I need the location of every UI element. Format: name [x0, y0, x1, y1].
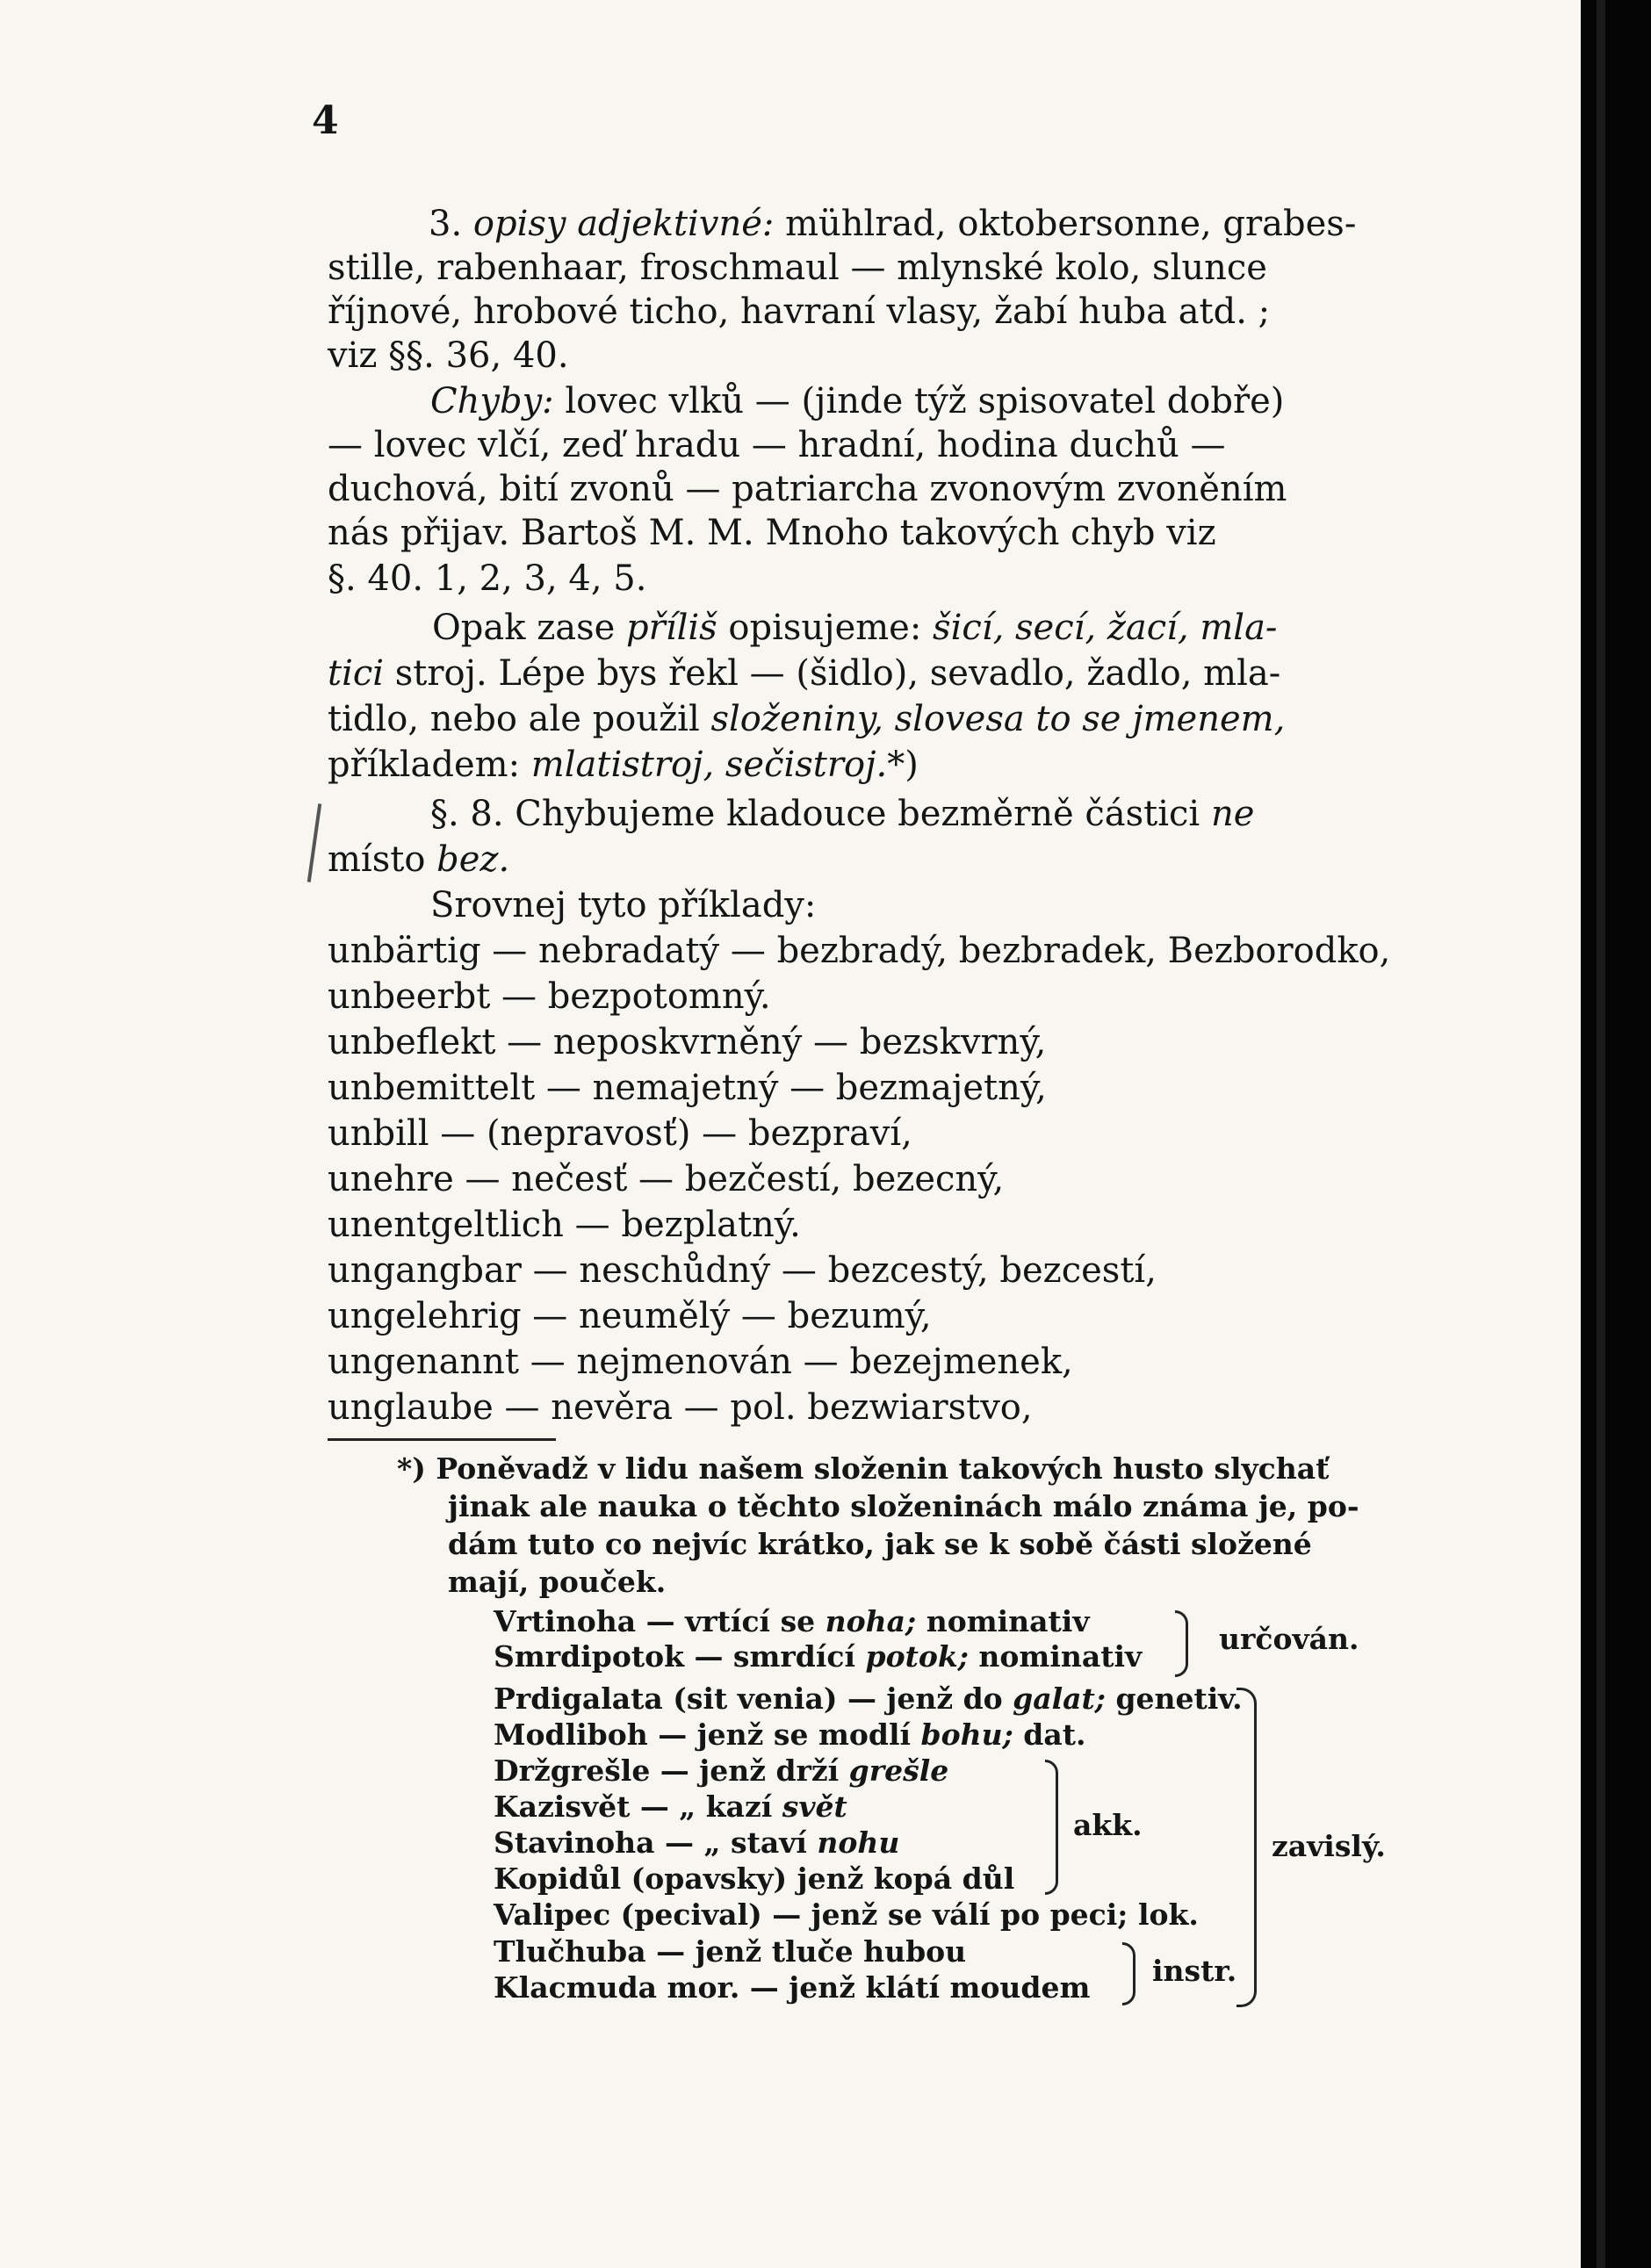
example-line: unentgeltlich — bezplatný.	[328, 1205, 801, 1245]
section-heading: §. 8. Chybujeme kladouce bezměrně částici ne	[430, 794, 1255, 834]
compound-row: Klacmuda mor. — jenž klátí moudem	[494, 1970, 1091, 2005]
compound-row: Valipec (pecival) — jenž se válí po peci; lok.	[494, 1897, 1199, 1932]
label-instr: instr.	[1152, 1954, 1237, 1988]
compound-row: Prdigalata (sit venia) — jenž do galat; genetiv.	[494, 1681, 1243, 1716]
brace-akk	[1045, 1760, 1058, 1895]
text-line: — lovec vlčí, zeď hradu — hradní, hodina duchů —	[328, 425, 1226, 465]
brace-instr	[1122, 1942, 1136, 2005]
example-line: unbeflekt — neposkvrněný — bezskvrný,	[328, 1022, 1047, 1062]
text-line: Opak zase příliš opisujeme: šicí, secí, žací, mla-	[432, 608, 1278, 648]
brace-zavisly	[1236, 1688, 1257, 2007]
footnote-line: mají, pouček.	[448, 1565, 667, 1599]
text-line: příkladem: mlatistroj, sečistroj.*)	[328, 745, 919, 785]
label-urcovan: určován.	[1219, 1622, 1359, 1656]
label-zavisly: zavislý.	[1272, 1829, 1386, 1863]
example-line: unehre — nečesť — bezčestí, bezecný,	[328, 1159, 1005, 1199]
brace-nominativ	[1175, 1610, 1188, 1677]
compound-row: Tlučhuba — jenž tluče hubou	[494, 1934, 967, 1969]
compound-row: Kazisvět — „ kazí svět	[494, 1789, 847, 1824]
compound-row: Smrdipotok — smrdící potok; nominativ	[494, 1639, 1143, 1674]
text-line: §. 40. 1, 2, 3, 4, 5.	[328, 558, 647, 599]
text-line: stille, rabenhaar, froschmaul — mlynské kolo, slunce	[328, 248, 1267, 288]
text-line: místo bez.	[328, 839, 510, 880]
book-spine-edge	[1581, 0, 1651, 2268]
text-line: říjnové, hrobové ticho, havraní vlasy, žabí huba atd. ;	[328, 292, 1271, 332]
compound-row: Stavinoha — „ staví nohu	[494, 1825, 900, 1860]
text-line: tici stroj. Lépe bys řekl — (šidlo), sevadlo, žadlo, mla-	[328, 653, 1281, 694]
footnote-line: jinak ale nauka o těchto složeninách málo známa je, po-	[448, 1489, 1359, 1523]
example-line: ungangbar — neschůdný — bezcestý, bezcestí,	[328, 1250, 1157, 1291]
compound-row: Modliboh — jenž se modlí bohu; dat.	[494, 1717, 1086, 1752]
page-number: 4	[312, 98, 339, 143]
example-line: unbeerbt — bezpotomný.	[328, 976, 771, 1017]
footnote-line: *) Poněvadž v lidu našem složenin takových husto slychať	[397, 1451, 1330, 1486]
example-line: unbill — (nepravosť) — bezpraví,	[328, 1113, 912, 1154]
compound-row: Kopidůl (opavsky) jenž kopá důl	[494, 1861, 1015, 1896]
compound-row: Držgrešle — jenž drží grešle	[494, 1753, 949, 1788]
text-line: Chyby: lovec vlků — (jinde týž spisovatel dobře)	[430, 381, 1285, 421]
footnote-rule	[328, 1438, 556, 1441]
example-line: unbemittelt — nemajetný — bezmajetný,	[328, 1068, 1047, 1108]
example-line: unbärtig — nebradatý — bezbradý, bezbradek, Bezborodko,	[328, 931, 1391, 971]
compound-row: Vrtinoha — vrtící se noha; nominativ	[494, 1604, 1090, 1638]
compare-intro: Srovnej tyto příklady:	[430, 885, 817, 925]
pencil-mark	[307, 803, 321, 882]
footnote-line: dám tuto co nejvíc krátko, jak se k sobě části složené	[448, 1527, 1312, 1561]
text-line: viz §§. 36, 40.	[328, 335, 569, 376]
text-line: duchová, bití zvonů — patriarcha zvonovým zvoněním	[328, 469, 1287, 509]
example-line: unglaube — nevěra — pol. bezwiarstvo,	[328, 1387, 1033, 1428]
label-akk: akk.	[1073, 1808, 1143, 1842]
text-line: tidlo, nebo ale použil složeniny, slovesa to se jmenem,	[328, 699, 1286, 739]
text-line: nás přijav. Bartoš M. M. Mnoho takových chyb viz	[328, 513, 1216, 553]
text-line: 3. opisy adjektivné: mühlrad, oktobersonne, grabes-	[429, 204, 1357, 244]
example-line: ungelehrig — neumělý — bezumý,	[328, 1296, 932, 1336]
example-line: ungenannt — nejmenován — bezejmenek,	[328, 1342, 1073, 1382]
